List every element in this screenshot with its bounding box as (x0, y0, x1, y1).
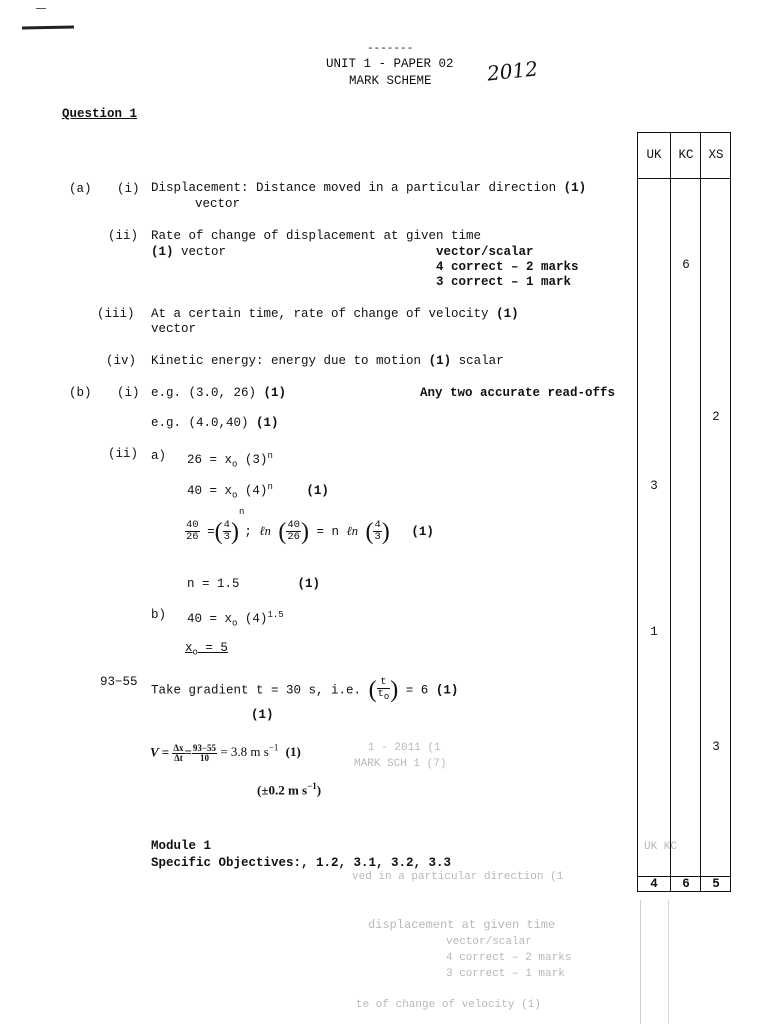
show-through-text: vector/scalar (446, 936, 532, 948)
part-b-i-line-2: e.g. (4.0,40) (1) (151, 416, 279, 430)
mark-kc-part-a: 6 (682, 258, 690, 272)
column-header-xs: XS (708, 148, 724, 162)
part-a-ii-text: Rate of change of displacement at given time (151, 229, 482, 243)
table-top (637, 132, 731, 133)
mark-uk-part-b-ii-a: 3 (650, 479, 658, 493)
part-b-ii-number: (ii) (108, 447, 139, 461)
handwritten-year: 2012 (485, 56, 540, 86)
equation-40: $40 = x_o$ $(4)^n$ (1) (187, 482, 329, 501)
part-b-i-line-1: e.g. (3.0, 26) (1) (151, 386, 287, 400)
table-divider-1 (670, 132, 671, 892)
column-header-kc: KC (678, 148, 694, 162)
part-a-iii-text-2: vector (151, 322, 197, 336)
show-through-text: displacement at given time (368, 918, 556, 932)
header-title: UNIT 1 - PAPER 02 (326, 57, 454, 71)
table-border-left (637, 132, 638, 892)
part-a-label: (a) (69, 182, 92, 196)
total-uk: 4 (650, 877, 658, 891)
show-through-text: 4 correct – 2 marks (446, 952, 572, 964)
question-title: Question 1 (62, 107, 138, 121)
table-bottom (637, 891, 731, 892)
part-a-ii-scheme-1: vector/scalar (436, 245, 534, 259)
header-dashes: ------- (367, 43, 414, 55)
part-b-ii-b-label: b) (151, 608, 167, 622)
gradient-line: Take gradient t = 30 s, i.e. ( $\frac{t}{t_o}$ ) = 6 (1) (151, 675, 459, 703)
part-a-i-text-2: vector (195, 197, 241, 211)
header-subtitle: MARK SCHEME (349, 74, 432, 88)
part-b-label: (b) (69, 386, 92, 400)
velocity-equation: V = $\frac{\Delta x}{\Delta t}$ = $\frac{93-55}{10}$ = 3.8 m $s^{-1}$ (1) (150, 742, 301, 763)
scan-speck (22, 26, 74, 30)
part-a-ii-scheme-2: 4 correct – 2 marks (436, 260, 579, 274)
total-xs: 5 (712, 877, 720, 891)
part-a-iv-number: (iv) (106, 354, 137, 368)
table-header-bottom (637, 178, 731, 179)
part-a-ii-number: (ii) (108, 229, 139, 243)
show-through-line (640, 900, 641, 1024)
total-kc: 6 (682, 877, 690, 891)
show-through-text: MARK SCH 1 (7) (354, 758, 447, 770)
part-b-iii-number: 93−55 (100, 675, 138, 689)
equation-n-result: n = 1.5 (1) (187, 577, 321, 591)
scan-speck (36, 8, 46, 9)
mark-uk-part-b-ii-b: 1 (650, 625, 658, 639)
show-through-line (668, 900, 669, 1024)
show-through-text: 3 correct – 1 mark (446, 968, 565, 980)
part-a-iii-number: (iii) (97, 307, 135, 321)
part-a-ii-scheme-3: 3 correct – 1 mark (436, 275, 572, 289)
part-a-ii-text-2: (1) vector (151, 245, 227, 259)
module-label: Module 1 (151, 839, 212, 853)
part-b-ii-a-label: a) (151, 449, 167, 463)
table-border-right (730, 132, 731, 892)
part-b-i-note: Any two accurate read-offs (420, 386, 616, 400)
part-a-i-text: Displacement: Distance moved in a particular direction (1) (151, 181, 587, 195)
specific-objectives: Specific Objectives:, 1.2, 3.1, 3.2, 3.3 (151, 856, 452, 870)
show-through-text: ved in a particular direction (1 (352, 871, 564, 883)
table-divider-2 (700, 132, 701, 892)
show-through-text: te of change of velocity (1) (356, 999, 541, 1011)
show-through-text: UK KC (644, 841, 678, 853)
column-header-uk: UK (646, 148, 662, 162)
part-a-iv-text: Kinetic energy: energy due to motion (1) scalar (151, 354, 504, 368)
gradient-mark-2: (1) (251, 708, 274, 722)
equation-x0-answer: $x_o = 5$ (185, 641, 228, 658)
velocity-tolerance: (±0.2 m $s^{-1}$) (257, 781, 322, 798)
part-b-i-number: (i) (117, 386, 140, 400)
part-a-i-number: (i) (117, 182, 140, 196)
mark-xs-part-b-iii: 3 (712, 740, 720, 754)
equation-26: $26 = x_o$ $(3)^n$ (187, 451, 273, 470)
equation-ratio: $\frac{40}{26}$ =( $\frac{4}{3}$ )$^n$; ℓn ( $\frac{40}{26}$ ) = n ℓn ( $\frac{4}{3}$ ) (1) (186, 507, 434, 545)
part-a-iii-text: At a certain time, rate of change of velocity (1) (151, 307, 519, 321)
equation-x0: $40 = x_o$ $(4)^{1.5}$ (187, 610, 284, 629)
mark-xs-part-b-i: 2 (712, 410, 720, 424)
show-through-text: 1 - 2011 (1 (368, 742, 441, 754)
